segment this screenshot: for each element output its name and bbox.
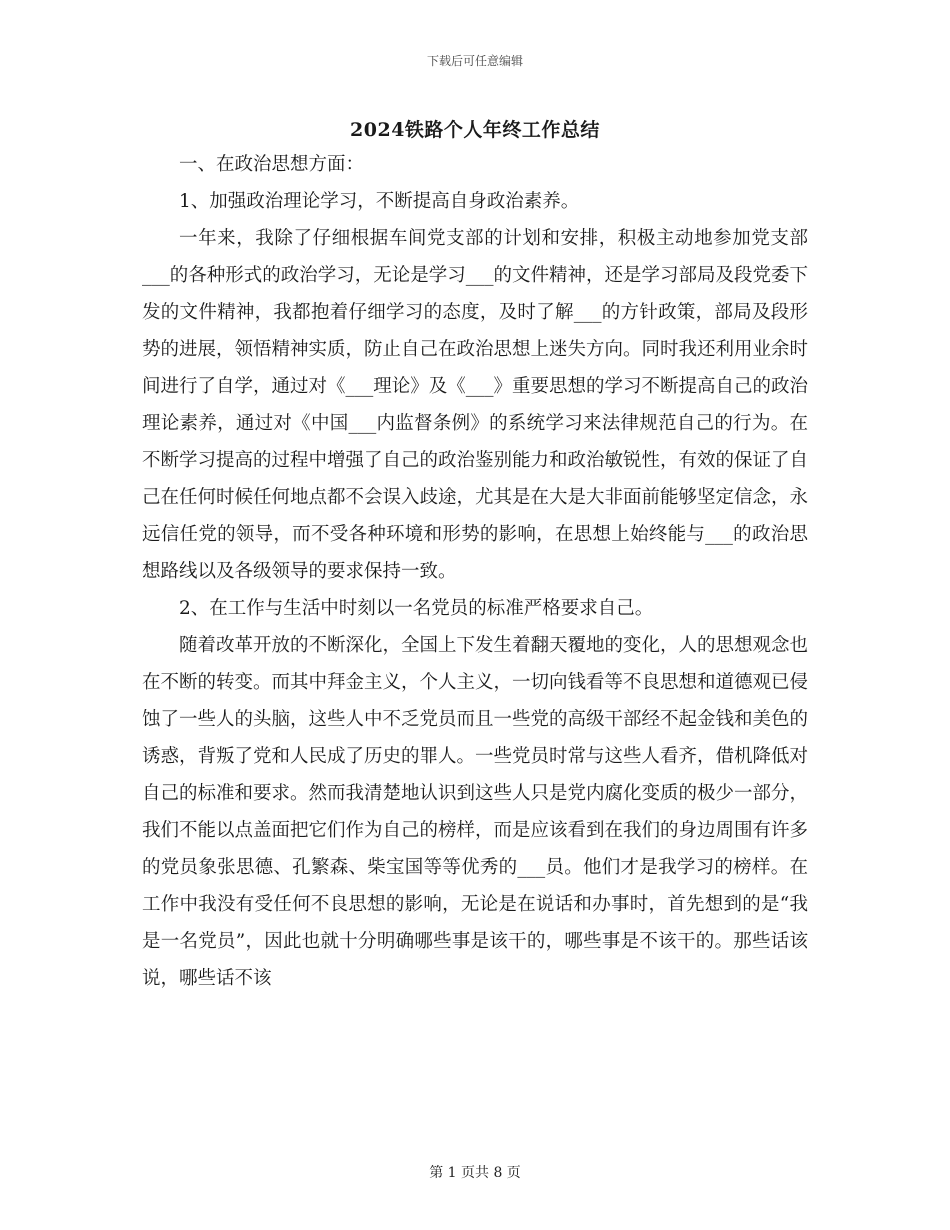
page-footer: 第 1 页共 8 页 (429, 1165, 521, 1181)
subsection-heading: 2、在工作与生活中时刻以一名党员的标准严格要求自己。 (179, 598, 654, 619)
subsection-heading: 1、加强政治理论学习，不断提高自身政治素养。 (179, 191, 580, 212)
page-header: 下载后可任意编辑 (426, 54, 523, 68)
document-title: 2024铁路个人年终工作总结 (350, 119, 600, 141)
document-body (142, 146, 808, 997)
section-heading: 一、在政治思想方面： (179, 154, 365, 175)
body-paragraph: 随着改革开放的不断深化，全国上下发生着翻天覆地的变化，人的思想观念也在不断的转变。而其中拜金主义，个人主义，一切向钱看等不良思想和道德观已侵蚀了一些人的头脑，这些人中不乏党员而且一些党的高级干部经不起金钱和美色的诱惑，背叛了党和人民成了历史的罪人。一些党员时常与这些人看齐，借机降低对自己的标准和要求。然而我清楚地认识到这些人只是党内腐化变质的极少一部分，我们不能以点盖面把它们作为自己的榜样，而是应该看到在我们的身边周围有许多的党员象张思德、孔繁森、柴宝国等等优秀的___员。他们才是我学习的榜样。在工作中我没有受任何不良思想的影响，无论是在说话和办事时，首先想到的是“我是一名党员”，因此也就十分明确哪些事是该干的，哪些事是不该干的。那些话该说，哪些话不该 (142, 635, 809, 989)
body-paragraph: 一年来，我除了仔细根据车间党支部的计划和安排，积极主动地参加党支部___的各种形式的政治学习，无论是学习___的文件精神，还是学习部局及段党委下发的文件精神，我都抱着仔细学习的态度，及时了解___的方针政策，部局及段形势的进展，领悟精神实质，防止自己在政治思想上迷失方向。同时我还利用业余时间进行了自学，通过对《___理论》及《___》重要思想的学习不断提高自己的政治理论素养，通过对《中国___内监督条例》的系统学习来法律规范自己的行为。在不断学习提高的过程中增强了自己的政治鉴别能力和政治敏锐性，有效的保证了自己在任何时候任何地点都不会误入歧途，尤其是在大是大非面前能够坚定信念，永远信任党的领导，而不受各种环境和形势的影响，在思想上始终能与___的政治思想路线以及各级领导的要求保持一致。 (142, 228, 809, 582)
